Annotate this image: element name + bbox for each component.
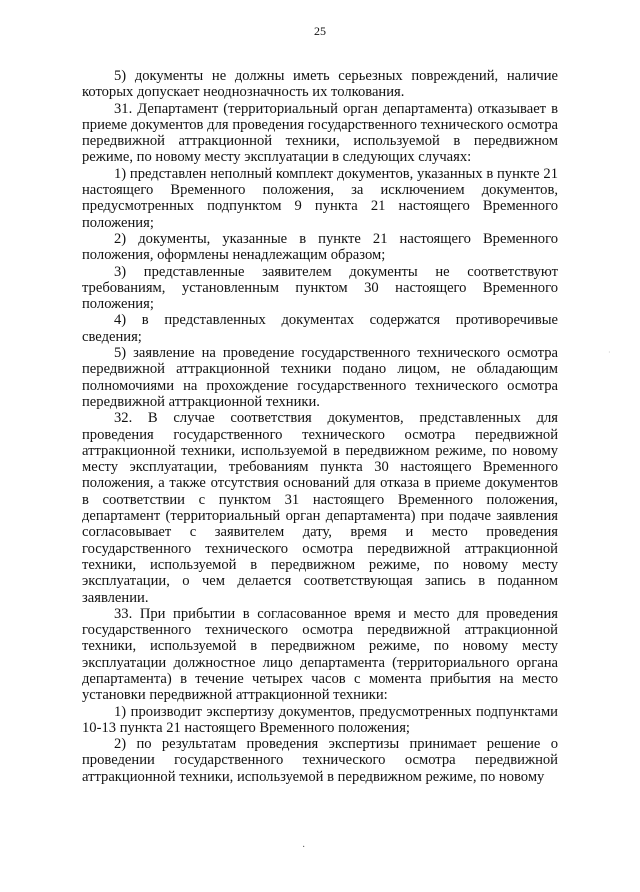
- paragraph-33: 33. При прибытии в согласованное время и место для проведения государственного технического осмотра передвижной аттракционной техники, используемой в передвижном режиме, по новому месту эксплуатации должностное лицо департамента (территориального органа департамента) в течение четырех часов с момента прибытия на место установки передвижной аттракционной техники:: [82, 605, 558, 704]
- document-body: [82, 68, 558, 785]
- paragraph-32: 32. В случае соответствия документов, представленных для проведения государственного технического осмотра передвижной аттракционной техники, используемой в передвижном режиме, по новому месту эксплуатации, требованиям пункта 30 настоящего Временного положения, а также отсутствия оснований для отказа в приеме документов в соответствии с пунктом 31 настоящего Временного положения, департамент (территориальный орган департамента) при подаче заявления согласовывает с заявителем дату, время и место проведения государственного технического осмотра передвижной аттракционной техники, используемой в передвижном режиме, по новому месту эксплуатации, о чем делается соответствующая запись в поданном заявлении.: [82, 410, 558, 606]
- paragraph-33-item-2: 2) по результатам проведения экспертизы принимает решение о проведении государственного технического осмотра передвижной аттракционной техники, используемой в передвижном режиме, по новому: [82, 736, 558, 785]
- paragraph-31-item-5: 5) заявление на проведение государственного технического осмотра передвижной аттракционной техники подано лицом, не обладающим полномочиями на прохождение государственного технического осмотра передвижной аттракционной техники.: [82, 345, 558, 410]
- paragraph-31-item-2: 2) документы, указанные в пункте 21 настоящего Временного положения, оформлены ненадлежащим образом;: [82, 230, 558, 264]
- paragraph-31-item-1: 1) представлен неполный комплект документов, указанных в пункте 21 настоящего Временного положения, за исключением документов, предусмотренных подпунктом 9 пункта 21 настоящего Временного положения;: [82, 165, 558, 231]
- paragraph-31-refusal: 31. Департамент (территориальный орган департамента) отказывает в приеме документов для проведения государственного технического осмотра передвижной аттракционной техники, используемой в передвижном режиме, по новому месту эксплуатации в следующих случаях:: [82, 100, 558, 166]
- paragraph-item-5-documents-condition: 5) документы не должны иметь серьезных повреждений, наличие которых допускает неоднозначность их толкования.: [82, 68, 558, 101]
- page-number: 25: [314, 24, 326, 38]
- scan-speck: ·: [608, 348, 611, 357]
- scan-speck: ·: [302, 842, 306, 853]
- paragraph-31-item-4: 4) в представленных документах содержатся противоречивые сведения;: [82, 312, 558, 345]
- paragraph-33-item-1: 1) производит экспертизу документов, предусмотренных подпунктами 10-13 пункта 21 настоящего Временного положения;: [82, 703, 558, 736]
- paragraph-31-item-3: 3) представленные заявителем документы не соответствуют требованиям, установленным пунктом 30 настоящего Временного положения;: [82, 263, 558, 313]
